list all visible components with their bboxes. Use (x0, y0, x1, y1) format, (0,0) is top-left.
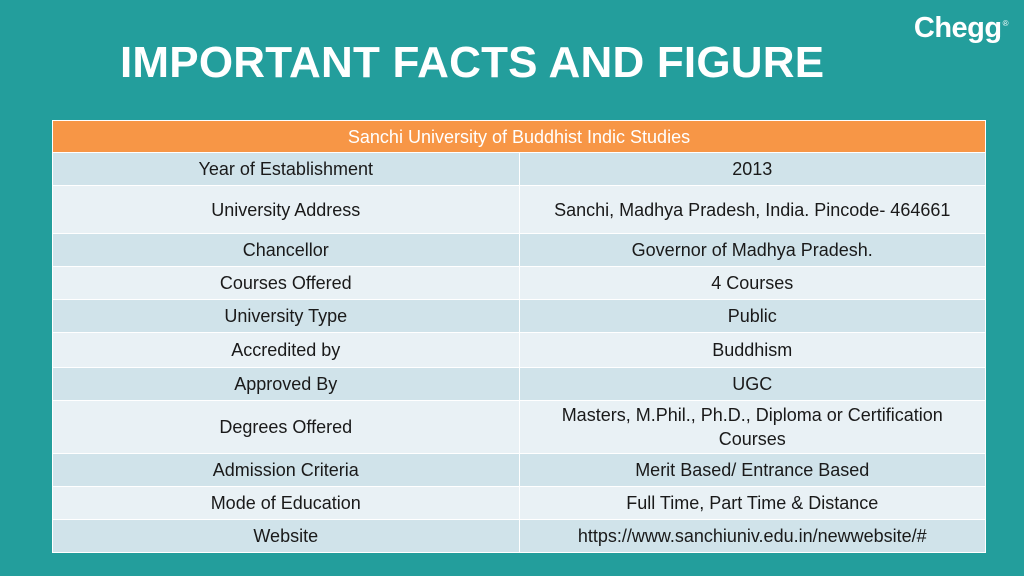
table-row (53, 333, 986, 368)
row-label: University Address (53, 186, 520, 234)
row-label: Chancellor (53, 234, 520, 267)
table-row (53, 153, 986, 186)
row-label: Degrees Offered (53, 401, 520, 454)
row-label: Mode of Education (53, 487, 520, 520)
row-value: https://www.sanchiuniv.edu.in/newwebsite/# (519, 520, 986, 553)
table-row (53, 186, 986, 234)
row-label: Courses Offered (53, 267, 520, 300)
row-value: Masters, M.Phil., Ph.D., Diploma or Certification Courses (519, 401, 986, 454)
table-row (53, 520, 986, 553)
table-row (53, 234, 986, 267)
row-label: University Type (53, 300, 520, 333)
chegg-logo (914, 12, 1008, 45)
registered-mark: ® (1002, 19, 1008, 29)
row-value: Merit Based/ Entrance Based (519, 454, 986, 487)
row-value: Buddhism (519, 333, 986, 368)
slide-title: IMPORTANT FACTS AND FIGURE (120, 38, 825, 87)
row-value: Governor of Madhya Pradesh. (519, 234, 986, 267)
table-row (53, 267, 986, 300)
row-label: Accredited by (53, 333, 520, 368)
table-row (53, 401, 986, 454)
row-label: Approved By (53, 368, 520, 401)
row-label: Website (53, 520, 520, 553)
table-header: Sanchi University of Buddhist Indic Studies (53, 121, 986, 153)
row-value: Public (519, 300, 986, 333)
row-value: UGC (519, 368, 986, 401)
row-value: Sanchi, Madhya Pradesh, India. Pincode- 464661 (519, 186, 986, 234)
logo-text: Chegg (913, 12, 1002, 44)
table-row (53, 368, 986, 401)
table-row (53, 300, 986, 333)
row-value: 4 Courses (519, 267, 986, 300)
table-header-row (53, 121, 986, 153)
facts-table (52, 120, 986, 553)
row-value: 2013 (519, 153, 986, 186)
row-label: Year of Establishment (53, 153, 520, 186)
row-value: Full Time, Part Time & Distance (519, 487, 986, 520)
table-row (53, 487, 986, 520)
row-label: Admission Criteria (53, 454, 520, 487)
table-row (53, 454, 986, 487)
